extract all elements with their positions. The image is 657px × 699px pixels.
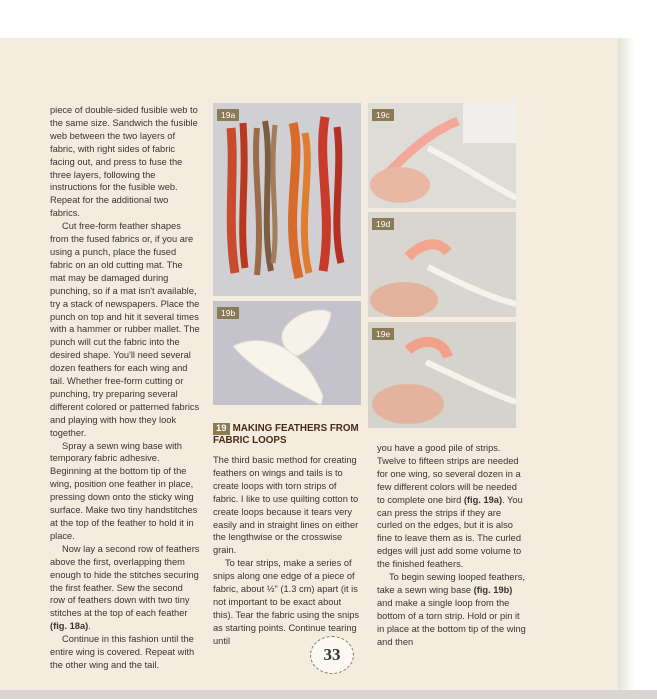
paragraph: [50, 543, 200, 633]
page-number-badge: 33: [310, 636, 354, 674]
figure-reference: (fig. 19b): [473, 584, 513, 595]
paragraph-text: .: [88, 621, 91, 632]
figure-reference: (fig. 18a): [50, 621, 89, 632]
fabric-strips-illustration: [213, 103, 361, 296]
section-heading: [213, 423, 363, 446]
paragraph: [377, 442, 527, 571]
paragraph: The third basic method for creating feathers on wings and tails is to create loops with torn strips of fabric. I like to use quilting cotton to create loops because it tears very easily and in straight lines on either the lengthwise or the crosswise grain.: [213, 455, 359, 556]
figure-label: 19d: [372, 218, 394, 230]
viewer-bottom-band: [0, 690, 657, 699]
photo-19a-fabric-strips: [213, 103, 361, 296]
right-text-column: [377, 442, 527, 649]
figure-label: 19e: [372, 328, 394, 340]
photo-19d-second-loop: [368, 212, 516, 317]
paragraph-text: you have a good pile of strips. Twelve to fifteen strips are needed for one wing, so several dozen in a few different colors will be needed to complete one bird: [377, 443, 521, 505]
page-edge-shadow: [618, 38, 634, 690]
middle-text-column: [213, 454, 362, 648]
photo-19c-first-loop: [368, 103, 516, 208]
photo-19e-stacked-loops: [368, 322, 516, 428]
figure-reference: (fig. 19a): [463, 494, 503, 505]
figure-label: 19b: [217, 307, 239, 319]
paragraph: [377, 571, 527, 648]
paragraph-text: and make a single loop from the bottom of a torn strip. Hold or pin it in place at the bottom tip of the wing and then: [377, 597, 526, 647]
paragraph: Spray a sewn wing base with temporary fabric adhesive. Beginning at the bottom tip of the wing, position one feather in place, pressing down onto the sticky wing surface. Make two tiny handstitches at the top of the feather to hold it in place.: [50, 440, 198, 541]
section-title: MAKING FEATHERS FROM FABRIC LOOPS: [213, 423, 359, 446]
paragraph-text: Now lay a second row of feathers above the first, overlapping them enough to hide the stitches securing the first feather. Sew the second row of feathers down with two tiny stitches at the top of each feather: [50, 543, 200, 619]
figure-label: 19a: [217, 109, 239, 121]
paragraph: Continue in this fashion until the entire wing is covered. Repeat with the other wing and the tail.: [50, 634, 195, 670]
paragraph: piece of double-sided fusible web to the same size. Sandwich the fusible web between the two layers of fabric, with right sides of fabric facing out, and press to fuse the three layers, following the instructions for the fusible web. Repeat for the additional two fabrics.: [50, 105, 198, 219]
paragraph: Cut free-form feather shapes from the fused fabrics or, if you are using a punch, place the fused fabric on an old cutting mat. The mat may be damaged during punching, so if a mat isn't available, try a stack of newspapers. Place the punch on top and hit it several times with a hammer or rubber mallet. The punch will cut the fabric into the desired shape. You'll need several dozen feathers for each wing and tail. Whether free-form cutting or punching, try preparing several different colored or patterned fabrics and playing with how they look together.: [50, 221, 200, 438]
figure-label: 19c: [372, 109, 394, 121]
section-number: 19: [213, 423, 230, 435]
paragraph: To tear strips, make a series of snips along one edge of a piece of fabric, about ½" (1.3 cm) apart (it is not important to be exact about this). Tear the fabric using the snips as starting points. Continue tearing until: [213, 558, 360, 646]
paragraph-text: . You can press the strips if they are curled on the edges, but it is also fine to leave them as is. The curled edges will just add some volume to the finished feathers.: [377, 494, 523, 570]
left-text-column: [50, 104, 200, 672]
paragraph-text: To begin sewing looped feathers, take a sewn wing base: [377, 572, 525, 595]
photo-19b-wing-base: [213, 301, 361, 405]
